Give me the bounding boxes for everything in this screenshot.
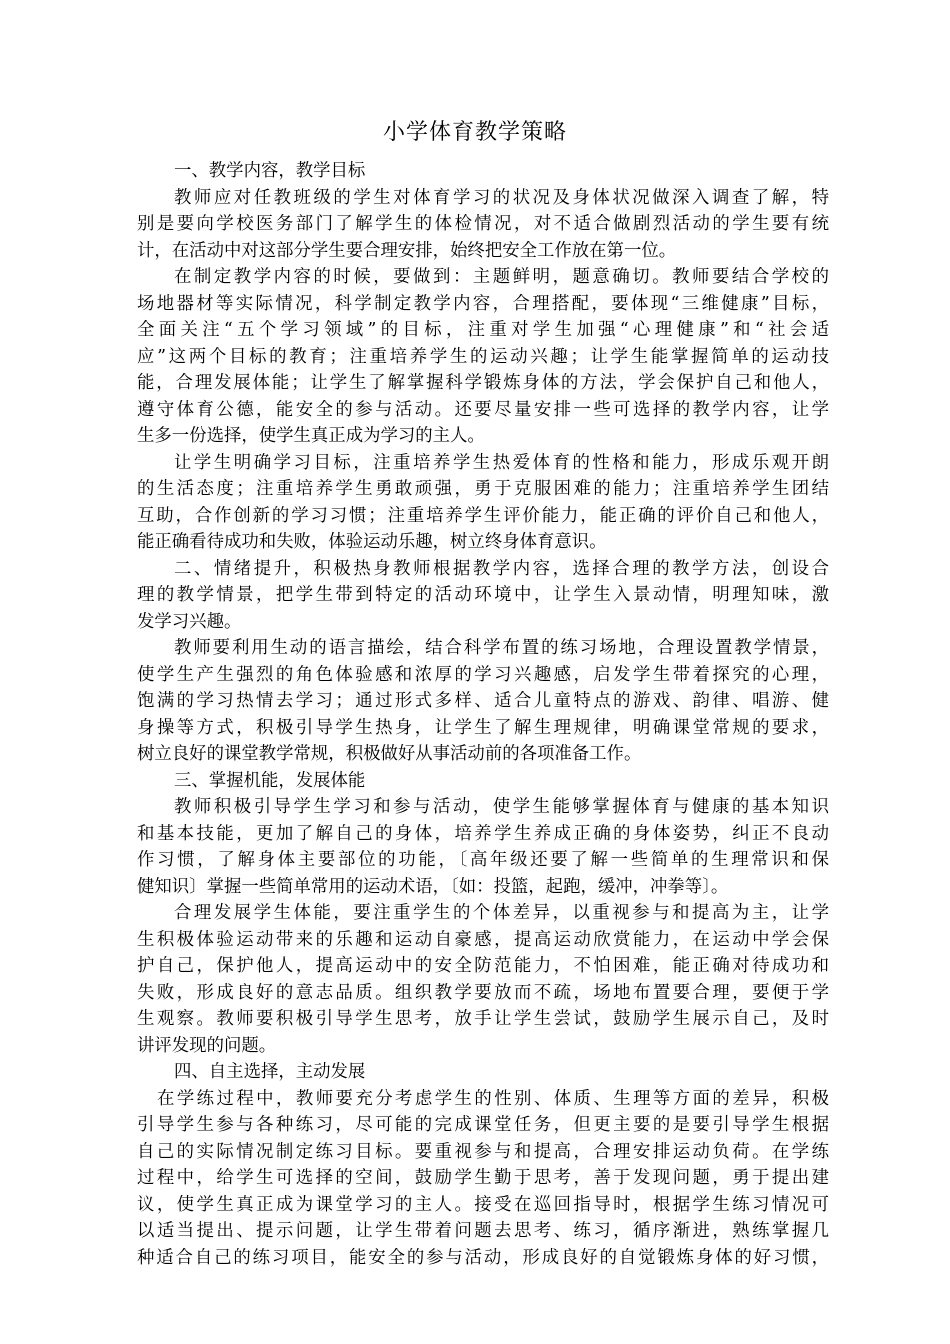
paragraph-line: 健知识〕掌握一些简单常用的运动术语，〔如：投篮，起跑，缓冲，冲拳等〕。 [137, 876, 729, 897]
paragraph-line: 能正确看待成功和失败，体验运动乐趣，树立终身体育意识。 [137, 532, 607, 552]
paragraph-line: 饱满的学习热情去学习；通过形式多样、适合儿童特点的游戏、韵律、唱游、健 [137, 691, 829, 711]
paragraph-line: 能，合理发展体能；让学生了解掌握科学锻炼身体的方法，学会保护自己和他人， [137, 373, 829, 393]
document-body [137, 158, 829, 1271]
paragraph-line: 树立良好的课堂教学常规，积极做好从事活动前的各项准备工作。 [137, 744, 642, 764]
paragraph-line: 过程中，给学生可选择的空间，鼓励学生勤于思考，善于发现问题，勇于提出建 [137, 1168, 829, 1188]
paragraph-line: 讲评发现的问题。 [137, 1035, 277, 1056]
paragraph-line: 让学生明确学习目标，注重培养学生热爱体育的性格和能力，形成乐观开朗 [174, 452, 829, 473]
paragraph-line: 生积极体验运动带来的乐趣和运动自豪感，提高运动欣赏能力，在运动中学会保 [137, 929, 829, 950]
paragraph-line: 计，在活动中对这部分学生要合理安排，始终把安全工作放在第一位。 [137, 240, 677, 261]
paragraph-line: 互助，合作创新的学习习惯；注重培养学生评价能力，能正确的评价自己和他人， [137, 505, 829, 526]
paragraph-line: 自己的实际情况制定练习目标。要重视参与和提高，合理安排运动负荷。在学练 [137, 1141, 829, 1162]
paragraph-line: 别是要向学校医务部门了解学生的体检情况，对不适合做剧烈活动的学生要有统 [137, 214, 829, 234]
paragraph-line: 遵守体育公德，能安全的参与活动。还要尽量安排一些可选择的教学内容，让学 [137, 399, 829, 420]
paragraph-line: 以适当提出、提示问题，让学生带着问题去思考、练习，循序渐进，熟练掌握几 [137, 1221, 829, 1241]
paragraph-line: 和基本技能，更加了解自己的身体，培养学生养成正确的身体姿势，纠正不良动 [137, 823, 829, 844]
paragraph-line: 教师要利用生动的语言描绘，结合科学布置的练习场地，合理设置教学情景， [174, 638, 829, 658]
paragraph-line: 生多一份选择，使学生真正成为学习的主人。 [137, 426, 485, 446]
paragraph-line: 发学习兴趣。 [137, 611, 242, 632]
paragraph-line: 场地器材等实际情况，科学制定教学内容，合理搭配，要体现“三维健康”目标， [137, 293, 829, 314]
paragraph-line: 议，使学生真正成为课堂学习的主人。接受在巡回指导时，根据学生练习情况可 [137, 1194, 829, 1215]
section-heading: 四、自主选择，主动发展 [174, 1062, 366, 1082]
paragraph-line: 失败，形成良好的意志品质。组织教学要放而不疏，场地布置要合理，要便于学 [137, 982, 829, 1003]
section-heading: 一、教学内容，教学目标 [174, 161, 366, 181]
paragraph-line: 在制定教学内容的时候，要做到：主题鲜明，题意确切。教师要结合学校的 [174, 267, 829, 287]
section-heading: 三、掌握机能，发展体能 [174, 770, 366, 791]
document-title: 小学体育教学策略 [382, 120, 567, 145]
paragraph-line: 使学生产生强烈的角色体验感和浓厚的学习兴趣感，启发学生带着探究的心理， [137, 664, 829, 685]
paragraph-line: 作习惯，了解身体主要部位的功能，〔高年级还要了解一些简单的生理常识和保 [137, 850, 829, 870]
paragraph-line: 的生活态度；注重培养学生勇敢顽强，勇于克服困难的能力；注重培养学生团结 [137, 479, 829, 499]
paragraph-line: 护自己，保护他人，提高运动中的安全防范能力，不怕困难，能正确对待成功和 [137, 956, 829, 976]
paragraph-line: 理的教学情景，把学生带到特定的活动环境中，让学生入景动情，明理知味，激 [137, 585, 829, 605]
paragraph-line: 合理发展学生体能，要注重学生的个体差异，以重视参与和提高为主，让学 [174, 903, 829, 923]
paragraph-line: 在学练过程中，教师要充分考虑学生的性别、体质、生理等方面的差异，积极 [157, 1088, 829, 1109]
paragraph-line: 应”这两个目标的教育；注重培养学生的运动兴趣；让学生能掌握简单的运动技 [137, 346, 829, 367]
paragraph-line: 全面关注“五个学习领域”的目标，注重对学生加强“心理健康”和“社会适 [137, 320, 829, 340]
paragraph-line: 身操等方式，积极引导学生热身，让学生了解生理规律，明确课堂常规的要求， [137, 717, 829, 738]
paragraph-line: 种适合自己的练习项目，能安全的参与活动，形成良好的自觉锻炼身体的好习惯， [137, 1247, 829, 1268]
paragraph-line: 生观察。教师要积极引导学生思考，放手让学生尝试，鼓励学生展示自己，及时 [137, 1009, 829, 1029]
paragraph-line: 引导学生参与各种练习，尽可能的完成课堂任务，但更主要的是要引导学生根据 [137, 1115, 829, 1135]
paragraph-line: 二、情绪提升，积极热身教师根据教学内容，选择合理的教学方法，创设合 [174, 558, 829, 579]
paragraph-line: 教师应对任教班级的学生对体育学习的状况及身体状况做深入调查了解，特 [174, 187, 829, 208]
paragraph-line: 教师积极引导学生学习和参与活动，使学生能够掌握体育与健康的基本知识 [174, 797, 829, 817]
